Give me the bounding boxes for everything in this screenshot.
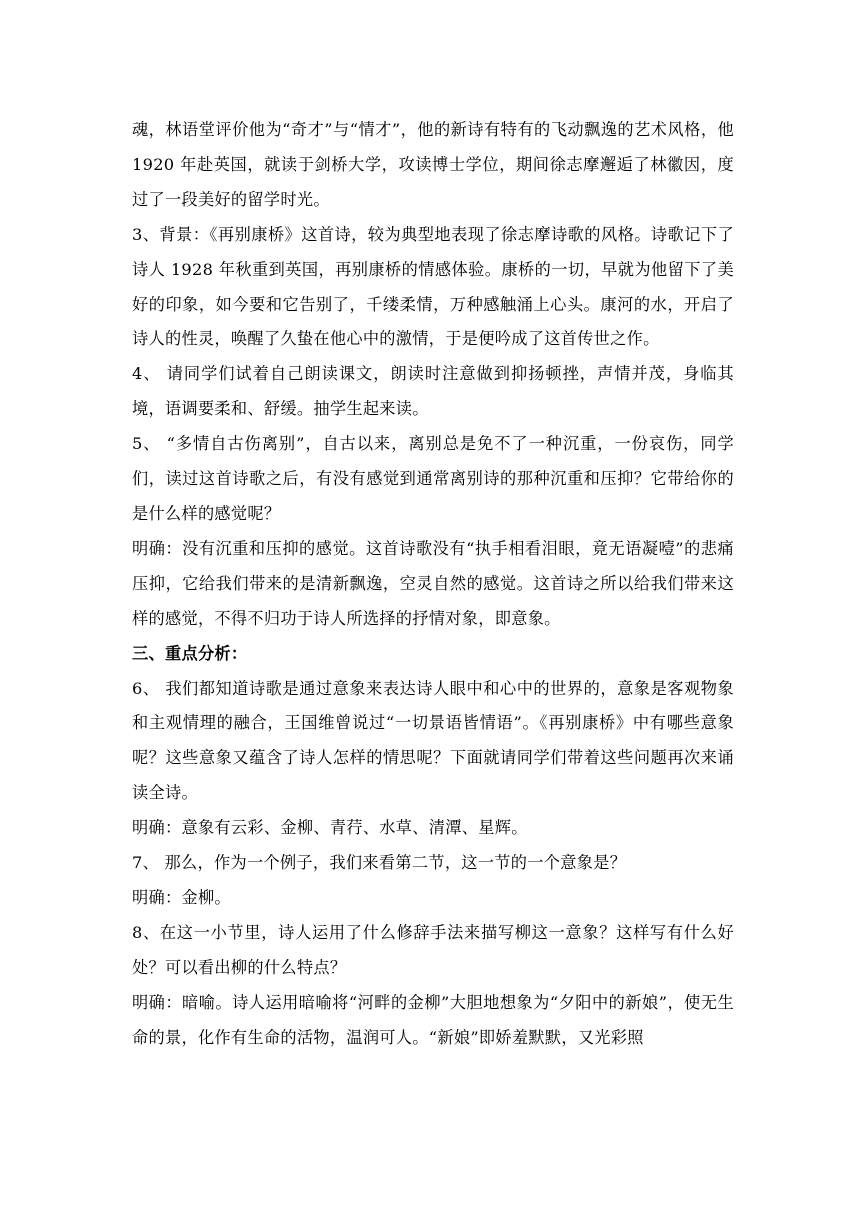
paragraph-item-8-rhetoric: 8、在这一小节里，诗人运用了什么修辞手法来描写柳这一意象？这样写有什么好处？可以看出柳的什么特点？ <box>132 922 734 977</box>
paragraph-item-6-imagery: 6、 我们都知道诗歌是通过意象来表达诗人眼中和心中的世界的，意象是客观物象和主观情理的融合，王国维曾说过“一切景语皆情语”。《再别康桥》中有哪些意象呢？这些意象又蕴含了诗人怎样的情思呢？下面就请同学们带着这些问题再次来诵读全诗。 <box>132 678 734 803</box>
paragraph-item-4-reading: 4、 请同学们试着自己朗读课文，朗读时注意做到抑扬顿挫，声情并茂，身临其境，语调要柔和、舒缓。抽学生起来读。 <box>132 364 734 419</box>
paragraph-answer-7: 明确：金柳。 <box>132 887 231 907</box>
paragraph-answer-5: 明确：没有沉重和压抑的感觉。这首诗歌没有“执手相看泪眼，竟无语凝噎”的悲痛压抑，它给我们带来的是清新飘逸，空灵自然的感觉。这首诗之所以给我们带来这样的感觉，不得不归功于诗人所选择的抒情对象，即意象。 <box>132 538 734 628</box>
paragraph-intro-continued: 魂，林语堂评价他为“奇才”与“情才”，他的新诗有特有的飞动飘逸的艺术风格，他 1920 年赴英国，就读于剑桥大学，攻读博士学位，期间徐志摩邂逅了林徽因，度过了一段美好的留学时光。 <box>132 120 734 209</box>
paragraph-item-7-example: 7、 那么，作为一个例子，我们来看第二节，这一节的一个意象是？ <box>132 853 627 873</box>
paragraph-answer-6: 明确：意象有云彩、金柳、青荇、水草、清潭、星辉。 <box>132 818 528 838</box>
paragraph-item-3-background: 3、背景：《再别康桥》这首诗，较为典型地表现了徐志摩诗歌的风格。诗歌记下了诗人 1928 年秋重到英国，再别康桥的情感体验。康桥的一切，早就为他留下了美好的印象，如今要和它告别了，千缕柔情，万种感触涌上心头。康河的水，开启了诗人的性灵，唤醒了久蛰在他心中的激情，于是便吟成了这首传世之作。 <box>132 224 734 349</box>
section-heading-key-analysis: 三、重点分析： <box>132 643 248 663</box>
document-body <box>132 113 734 1055</box>
paragraph-item-5-question: 5、 “多情自古伤离别”，自古以来，离别总是免不了一种沉重，一份哀伤，同学们，读过这首诗歌之后，有没有感觉到通常离别诗的那种沉重和压抑？它带给你的是什么样的感觉呢？ <box>132 434 734 523</box>
paragraph-answer-8: 明确：暗喻。诗人运用暗喻将“河畔的金柳”大胆地想象为“夕阳中的新娘”，使无生命的景，化作有生命的活物，温润可人。“新娘”即娇羞默默，又光彩照 <box>132 992 734 1047</box>
